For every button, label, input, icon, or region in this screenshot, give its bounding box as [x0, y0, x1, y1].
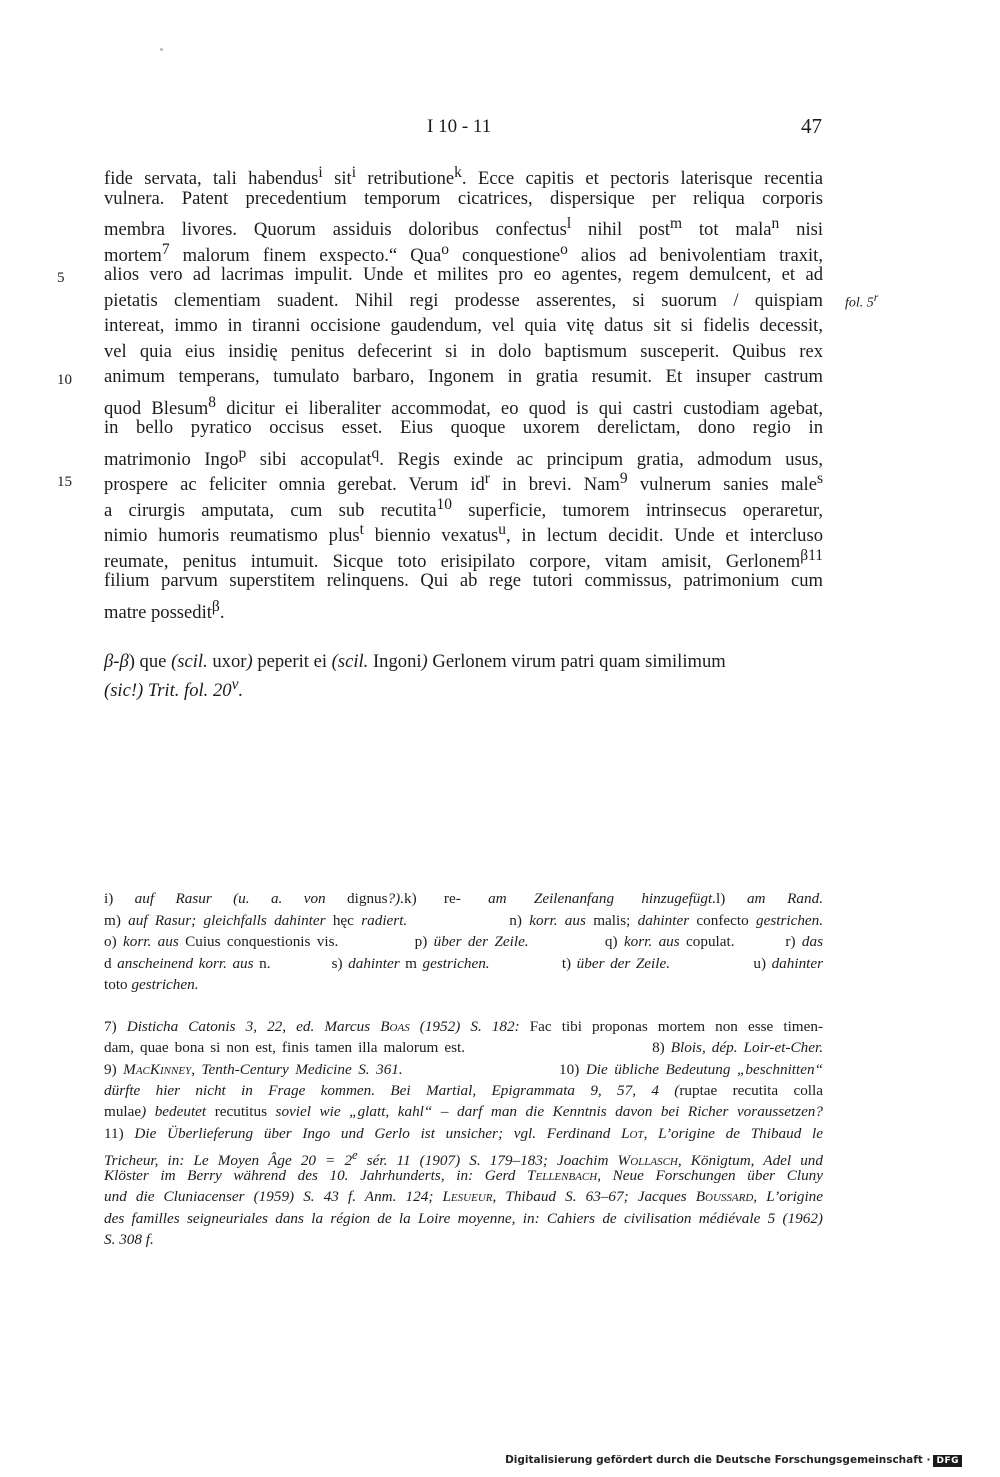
apparatus-line: toto gestrichen. — [104, 976, 199, 993]
commentary-line: des familles seigneuriales dans la région de la Loire moyenne, in: Cahiers de civilisation médiévale 5 (1962) — [104, 1209, 823, 1227]
text-line: reumate, penitus intumuit. Sicque toto erisipilato corpore, vitam amisit, Gerlonem$^{\beta 11}$ — [104, 546, 823, 572]
line-number: 10 — [57, 372, 72, 388]
text-line: mortem$^7$ malorum finem exspecto.“ Qua$^o$ conquestione$^o$ alios ad benivolentiam traxit, — [104, 240, 823, 266]
dfg-footer — [505, 1454, 962, 1467]
apparatus-line: i) auf Rasur (u. a. von dignus?).k) re- am Zeilenanfang hinzugefügt.l) am Rand. — [104, 890, 824, 907]
text-line: a cirurgis amputata, cum sub recutita$^{10}$ superficie, tumorem intrinsecus operaretur, — [104, 495, 823, 521]
text-line: animum temperans, tumulato barbaro, Ingonem in gratia resumit. Et insuper castrum — [104, 366, 823, 387]
commentary-line: S. 308 f. — [104, 1231, 154, 1248]
commentary-line: Tricheur, in: Le Moyen Âge $20 = 2^e$ sér. 11 (1907) S. 179–183; Joachim Wollasch, Königtum, Adel und — [104, 1147, 823, 1169]
line-number: 5 — [57, 270, 65, 286]
scan-speck — [160, 48, 163, 51]
text-line: pietatis clementiam suadent. Nihil regi prodesse asserentes, si suorum / quispiam — [104, 289, 823, 311]
commentary-line: dürfte hier nicht in Frage kommen. Bei Martial, Epigrammata 9, 57, 4 (ruptae recutita colla — [104, 1081, 823, 1099]
commentary-line: Klöster im Berry während des 10. Jahrhunderts, in: Gerd Tellenbach, Neue Forschungen über Cluny — [104, 1167, 823, 1185]
text-line: nimio humoris reumatismo plus$^t$ biennio vexatus$^u$, in lectum decidit. Unde et intercluso — [104, 521, 824, 547]
footer-text: Digitalisierung gefördert durch die Deutsche Forschungsgemeinschaft · — [505, 1454, 931, 1466]
apparatus-line: m) auf Rasur; gleichfalls dahinter hęc radiert. n) korr. aus malis; dahinter confecto gestrichen. — [104, 911, 824, 929]
text-line: alios vero ad lacrimas impulit. Unde et milites pro eo agentes, regem demulcent, et ad — [104, 264, 823, 285]
dfg-logo: DFG — [933, 1455, 962, 1467]
text-line: in bello pyratico occisus esset. Eius quoque uxorem derelictam, dono regio in — [104, 417, 823, 438]
commentary-line: und die Cluniacenser (1959) S. 43 f. Anm. 124; Lesueur, Thibaud S. 63–67; Jacques Boussard, L’origine — [104, 1188, 824, 1206]
apparatus-line: d anscheinend korr. aus n. s) dahinter m gestrichen. t) über der Zeile. u) dahinter — [104, 954, 824, 972]
text-line: matrimonio Ingo$^p$ sibi accopulat$^q$. Regis exinde ac principum gratia, admodum usus, — [104, 444, 823, 470]
folio-margin-note: fol. 5$^r$ — [845, 291, 879, 311]
text-line: membra livores. Quorum assiduis doloribus confectus$^l$ nihil post$^m$ tot mala$^n$ nisi — [104, 215, 824, 241]
commentary-line: 9) MacKinney, Tenth-Century Medicine S. 361. 10) Die übliche Bedeutung „beschnitten“ — [104, 1060, 824, 1078]
text-line: matre possedit$^\beta$. — [104, 597, 225, 623]
text-line: intereat, immo in tiranni occisione gaudendum, vel quia vitę datus sit si fidelis decessit, — [104, 315, 823, 336]
commentary-line: dam, quae bona si non est, finis tamen illa malorum est. 8) Blois, dép. Loir-et-Cher. — [104, 1039, 823, 1057]
text-line: filium parvum superstitem relinquens. Qui ab rege tutori commissus, patrimonium cum — [104, 570, 823, 591]
beta-note-line: β-β) que (scil. uxor) peperit ei (scil. Ingoni) Gerlonem virum patri quam similimum — [104, 651, 726, 672]
text-line: quod Blesum$^8$ dicitur ei liberaliter accommodat, eo quod is qui castri custodiam agebat, — [104, 393, 823, 419]
text-line: vel quia eius insidię penitus defecerint si in dolo baptismum susceperit. Quibus rex — [104, 340, 823, 362]
text-line: fide servata, tali habendus$^i$ sit$^i$ retributione$^k$. Ecce capitis et pectoris laterisque recentia — [104, 164, 824, 190]
commentary-line: 7) Disticha Catonis 3, 22, ed. Marcus Boas (1952) S. 182: Fac tibi proponas mortem non esse timen- — [104, 1018, 823, 1035]
running-header: I 10 - 11 — [427, 116, 492, 137]
commentary-line: 11) Die Überlieferung über Ingo und Gerlo ist unsicher; vgl. Ferdinand Lot, L’origine de Thibaud le — [104, 1124, 824, 1142]
apparatus-line: o) korr. aus Cuius conquestionis vis. p) über der Zeile. q) korr. aus copulat. r) das — [104, 933, 823, 950]
text-line: prospere ac feliciter omnia gerebat. Verum $id^r$ in brevi. Nam$^9$ vulnerum sanies male$^s$ — [104, 470, 824, 496]
commentary-line: mulae) bedeutet recutitus soviel wie „glatt, kahl“ – darf man die Kenntnis davon bei Richer voraussetzen? — [104, 1103, 823, 1121]
text-line: vulnera. Patent precedentium temporum cicatrices, dispersique per reliqua corporis — [104, 187, 823, 209]
page-number: 47 — [801, 114, 822, 138]
line-number: 15 — [57, 474, 72, 490]
beta-note-line: (sic!) Trit. fol. 20$^v$. — [104, 676, 244, 702]
